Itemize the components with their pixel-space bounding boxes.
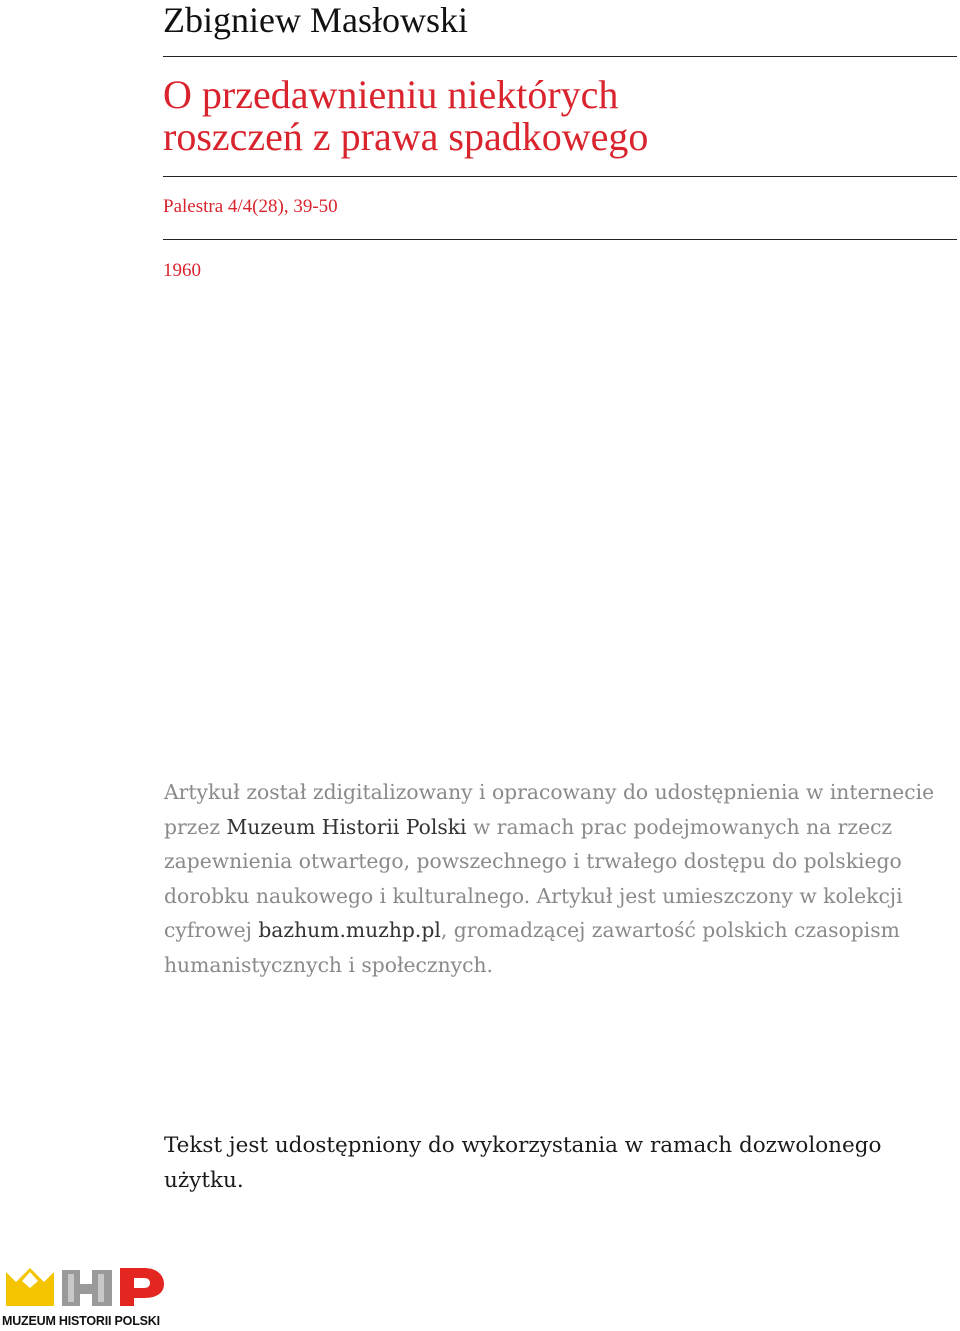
museum-logo: [2, 1262, 167, 1331]
source-citation: Palestra 4/4(28), 39-50: [163, 196, 338, 217]
author-name: Zbigniew Masłowski: [163, 0, 468, 40]
divider-source: [163, 239, 957, 240]
notice-text-2: w ramach prac podejmowanych na rzecz zapewnienia otwartego, powszechnego i trwałego dostępu do polskiego dorobku naukowego i kulturalnego. Artykuł jest umieszczony w kolekcji cyfrowej: [164, 814, 903, 942]
publication-year: 1960: [163, 260, 201, 281]
notice-text-1: Artykuł został zdigitalizowany i opracowany do udostępnienia w internecie przez: [164, 780, 935, 839]
digitization-notice: [164, 775, 944, 982]
divider-title: [163, 176, 957, 177]
article-title-line-1: O przedawnieniu niektórych: [163, 72, 619, 117]
logo-text: MUZEUM HISTORII POLSKI: [2, 1314, 160, 1328]
divider-top: [163, 56, 957, 57]
notice-text-3: , gromadzącej zawartość polskich czasopism humanistycznych i społecznych.: [164, 918, 900, 977]
institution-name: Muzeum Historii Polski: [226, 814, 467, 839]
article-title: [163, 74, 648, 158]
muzeum-historii-polski-logo-icon: [2, 1262, 167, 1312]
article-title-line-2: roszczeń z prawa spadkowego: [163, 114, 649, 159]
usage-notice: Tekst jest udostępniony do wykorzystania w ramach dozwolonego użytku.: [164, 1133, 882, 1193]
collection-site: bazhum.muzhp.pl: [258, 918, 441, 942]
